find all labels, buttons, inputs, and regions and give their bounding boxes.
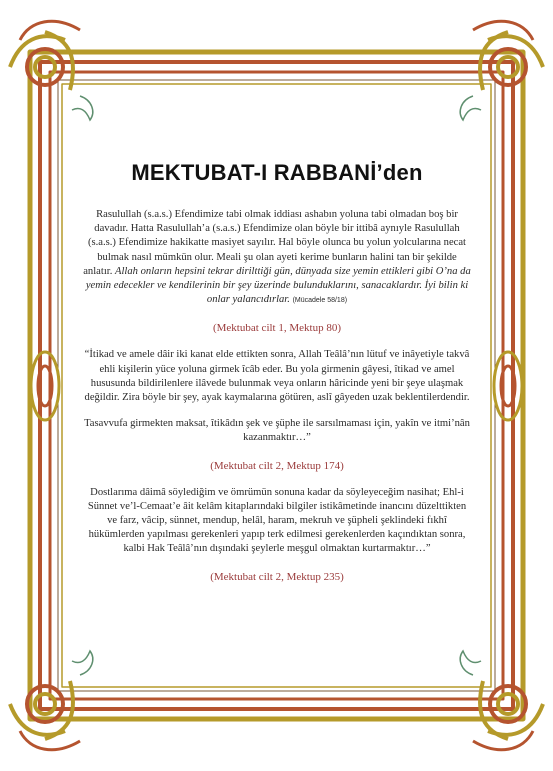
reference-3: (Mektubat cilt 2, Mektup 235)	[210, 570, 344, 583]
quote-paragraph-2: “İtikad ve amele dâir iki kanat elde ettikten sonra, Allah Teâlâ’nın lütuf ve inâyetiyle takvâ ehli kişilerin yüce yoluna girmek îcâb eder. Bu yola girmenin gâyesi, îtikad ve amel hususunda bildirilenlere ilâvede bulunmak veya onların hâricinde yeni bir şeye ulaşmak değildir. Zira böyle bir şey, ayak kaymalarına götüren, aslî gâyeden uzak beklentilerdendir.	[84, 349, 470, 404]
quote-paragraph-1	[82, 208, 472, 308]
quote-paragraph-4: Dostlarıma dâimâ söylediğim ve ömrümün sonuna kadar da söyleyeceğim nasihat; Ehl-i Sünnet ve’l-Cemaat’e âit kelâm kitaplarındaki bilgiler istikâmetinde inancını düzelttikten ve farz, vâcip, sünnet, mendup, helâl, haram, mekruh ve şüpheli şeklindeki fıkhî hükümlerden yapılması gerekenleri yapıp terk edilmesi gerekenlerden kaçındıktan sonra, kalbi Hak Teâlâ’nın dışındaki şeylerle meşgul olmaktan kurtarmaktır…”	[87, 486, 467, 555]
verse-reference: (Mücadele 58/18)	[292, 297, 348, 305]
reference-1: (Mektubat cilt 1, Mektup 80)	[212, 322, 341, 335]
side-medallion-icon	[31, 352, 59, 420]
quote-text: Rasulullah (s.a.s.) Efendimize tabi olmak iddiası ashabın yoluna tabi olmadan boş bir davadır. Hatta Rasulullah’a (s.a.s.) Efendimize olan böyle bir ittibâ aynıyle Rasulullah (s.a.s.) Efendimize hakikatte masiyet sayılır. Hal böyle olunca bu yolun yolcularına necat bulmak nasıl mümkün olur. Meali şu olan ayeti kerime bunların halini tan bir şekilde anlatır.	[83, 209, 467, 277]
side-medallion-icon	[494, 352, 522, 420]
page-title: MEKTUBAT-I RABBANİ’den	[131, 160, 423, 185]
verse-italic-text: Allah onların hepsini tekrar dirilttiği gün, dünyada size yemin ettikleri gibi O’na da yemin edecekler ve kendilerinin bir şey üzerinde bulunduklarını, sanacaklardır. İyi bilin ki onlar yalancıdırlar.	[85, 265, 471, 306]
quote-paragraph-3: Tasavvufa girmekten maksat, îtikâdın şek ve şüphe ile sarsılmaması için, yakîn ve itmi’nân kazanmaktır…”	[84, 418, 470, 444]
main-content	[82, 160, 472, 597]
reference-2: (Mektubat cilt 2, Mektup 174)	[210, 459, 344, 472]
